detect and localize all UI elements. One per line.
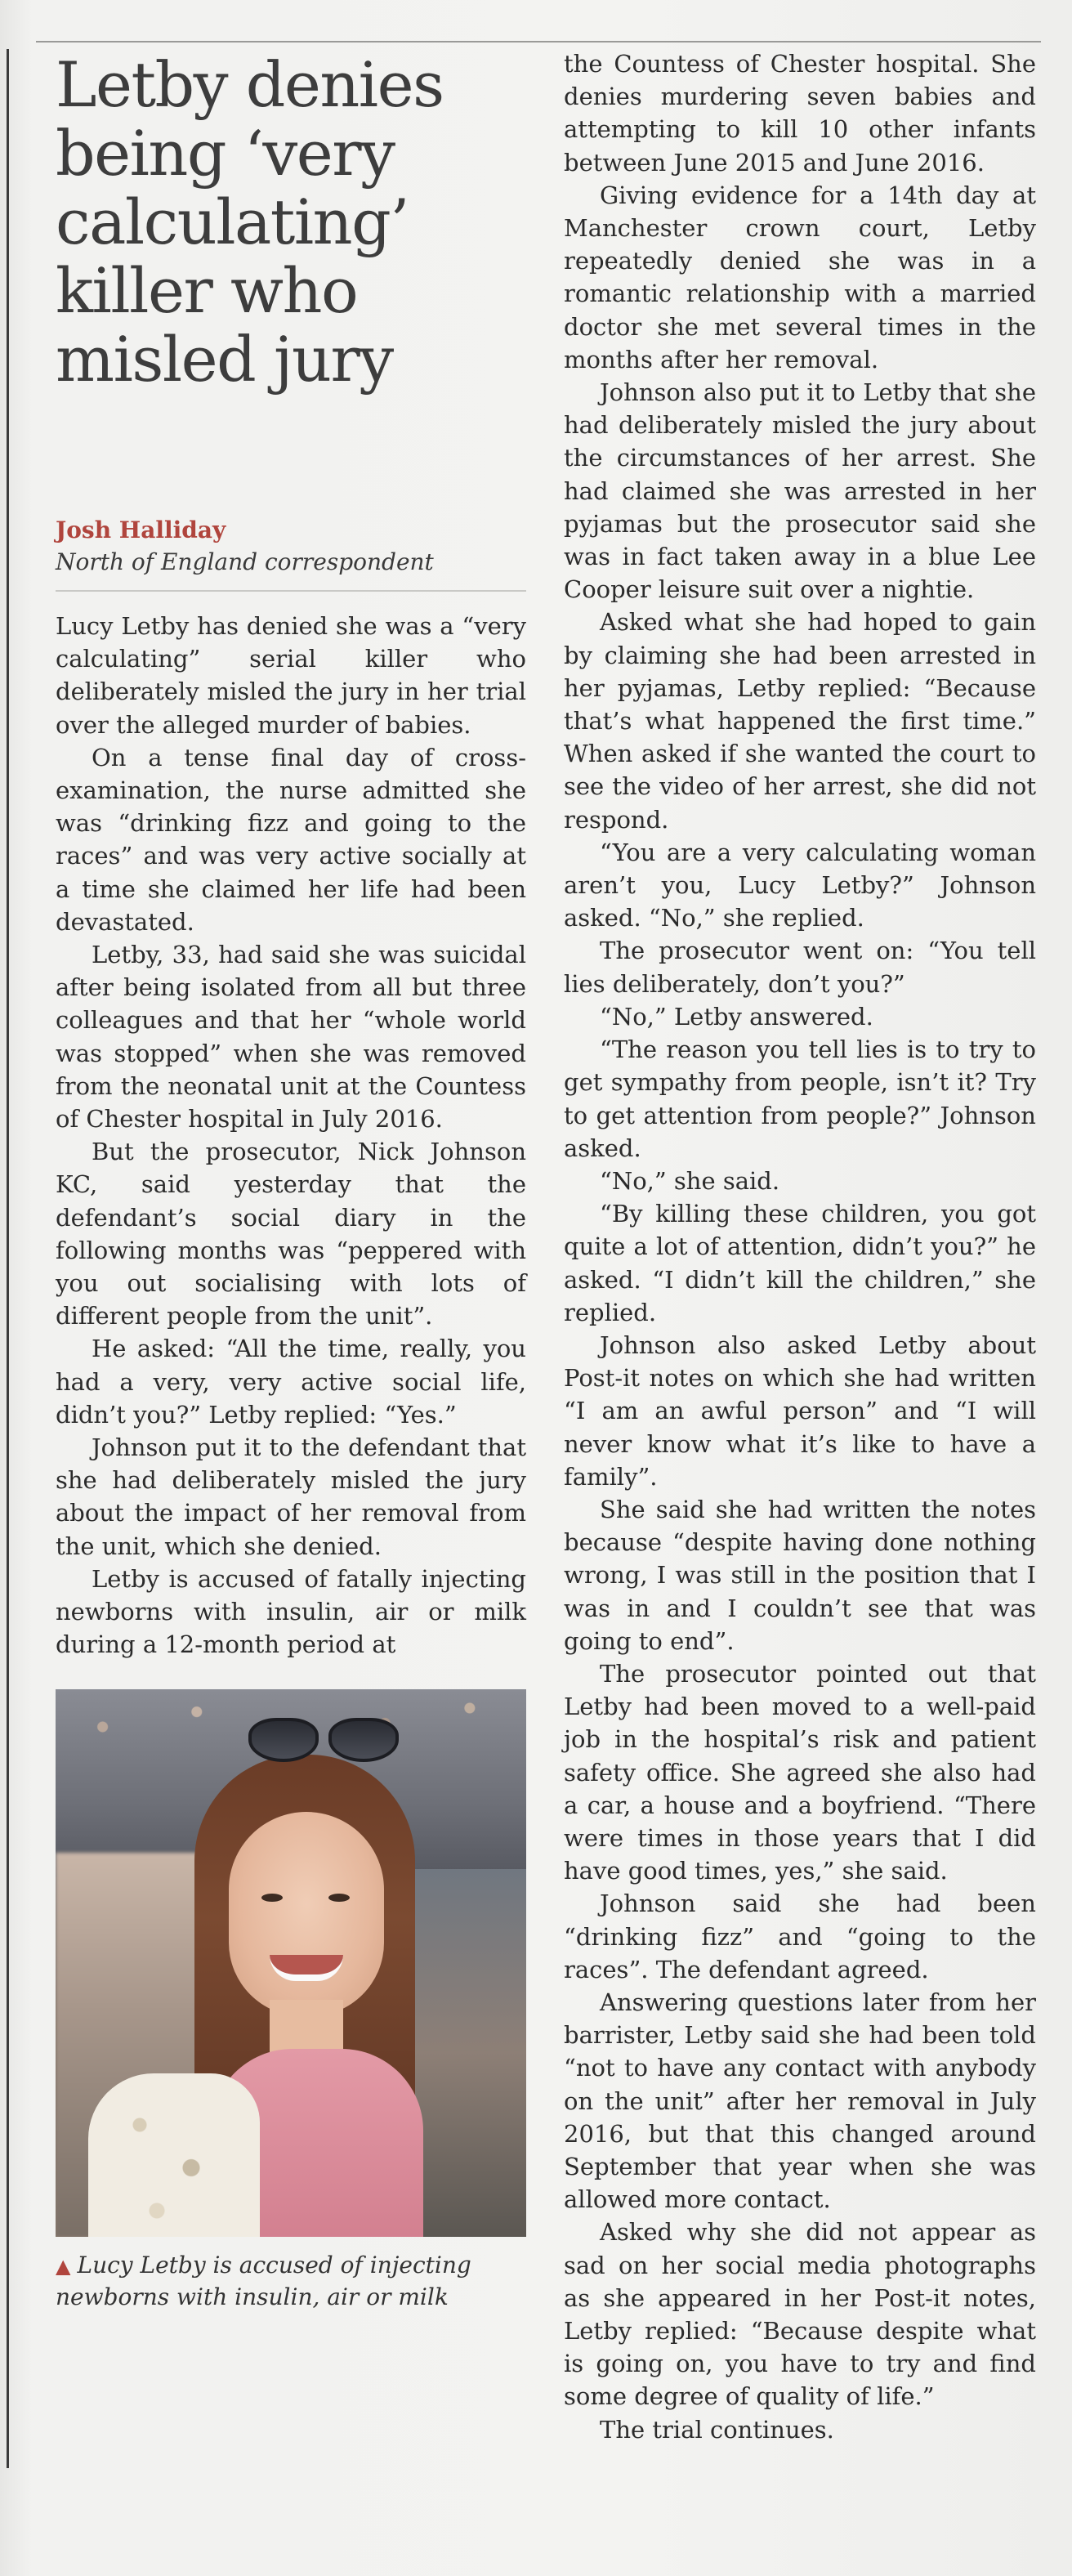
byline-role: North of England correspondent	[56, 548, 434, 575]
paragraph: But the prosecutor, Nick Johnson KC, said yesterday that the defendant’s social diary in the following months was “peppered with you out socialising with lots of different people from the unit”.	[56, 1138, 526, 1330]
paragraph: The prosecutor went on: “You tell lies deliberately, don’t you?”	[564, 937, 1036, 998]
paragraph: “No,” Letby answered.	[600, 1002, 873, 1031]
left-body-text	[56, 610, 526, 1661]
paragraph: Johnson said she had been “drinking fizz” and “going to the races”. The defendant agreed.	[564, 1890, 1036, 1983]
paragraph: Asked what she had hoped to gain by claiming she had been arrested in her pyjamas, Letby replied: “Because that’s what happened the first time.” When asked if she wanted the court to see the video of her arrest, she did not respond.	[564, 608, 1036, 834]
paragraph: The prosecutor pointed out that Letby had been moved to a well-paid job in the hospital’s risk and patient safety office. She agreed she also had a car, a house and a boyfriend. “There were times in those years that I did have good times, yes,” she said.	[564, 1659, 1036, 1885]
photo-sunglasses	[243, 1710, 407, 1767]
paragraph: On a tense final day of cross-examination, the nurse admitted she was “drinking fizz and going to the races” and was very active socially at a time she claimed her life had been devastated.	[56, 743, 526, 936]
photo-eye-right	[328, 1894, 350, 1902]
caption-triangle-icon: ▲	[56, 2254, 71, 2278]
paragraph: “No,” she said.	[600, 1166, 780, 1195]
paragraph: She said she had written the notes because “despite having done nothing wrong, I was still in the position that I was in and I couldn’t see that was going to end”.	[564, 1495, 1036, 1655]
paragraph: Johnson also asked Letby about Post-it notes on which she had written “I am an awful person” and “I will never know what it’s like to have a family”.	[564, 1330, 1036, 1491]
article-photo	[56, 1689, 526, 2237]
headline: Letby denies being ‘very calculating’ killer who misled jury	[56, 48, 444, 396]
caption-text: Lucy Letby is accused of injecting newborns with insulin, air or milk	[56, 2251, 471, 2310]
photo-floral-cardigan	[88, 2073, 260, 2237]
paragraph: The trial continues.	[600, 2415, 834, 2444]
paragraph: Lucy Letby has denied she was a “very calculating” serial killer who deliberately misled the jury in her trial over the alleged murder of babies.	[56, 612, 526, 739]
right-body-text	[564, 47, 1036, 2446]
photo-eye-left	[261, 1894, 283, 1902]
page-edge	[7, 49, 9, 2468]
photo-face	[229, 1812, 384, 2016]
paragraph: “By killing these children, you got quite a lot of attention, didn’t you?” he asked. “I didn’t kill the children,” she replied.	[564, 1200, 1036, 1326]
left-column	[56, 47, 526, 2548]
photo-caption	[56, 2250, 526, 2313]
top-rule	[36, 41, 1041, 42]
paragraph: Letby is accused of fatally injecting newborns with insulin, air or milk during a 12-month period at	[56, 1564, 526, 1659]
paragraph: Letby, 33, had said she was suicidal after being isolated from all but three colleagues and that her “whole world was stopped” when she was removed from the neonatal unit at the Countess of Chester hospital in July 2016.	[56, 941, 526, 1134]
sunglasses-lens-left	[248, 1718, 319, 1762]
paragraph: Answering questions later from her barrister, Letby said she had been told “not to have any contact with anybody on the unit” after her removal in July 2016, but that this changed around September that year when she was allowed more contact.	[564, 1988, 1036, 2214]
paragraph: the Countess of Chester hospital. She denies murdering seven babies and attempting to kill 10 other infants between June 2015 and June 2016.	[564, 50, 1036, 177]
byline-name: Josh Halliday	[56, 517, 226, 543]
byline-divider	[56, 590, 526, 592]
paragraph: Johnson put it to the defendant that she had deliberately misled the jury about the impact of her removal from the unit, which she denied.	[56, 1433, 526, 1560]
paragraph: “The reason you tell lies is to try to get sympathy from people, isn’t it? Try to get attention from people?” Johnson asked.	[564, 1035, 1036, 1162]
photo-blurred-person-right	[412, 1869, 526, 2237]
paragraph: “You are a very calculating woman aren’t you, Lucy Letby?” Johnson asked. “No,” she replied.	[564, 838, 1036, 932]
sunglasses-lens-right	[328, 1718, 399, 1762]
paragraph: Asked why she did not appear as sad on her social media photographs as she appeared in her Post-it notes, Letby replied: “Because despite what is going on, you have to try and find some degree of quality of life.”	[564, 2218, 1036, 2411]
paragraph: Johnson also put it to Letby that she had deliberately misled the jury about the circumstances of her arrest. She had claimed she was arrested in her pyjamas but the prosecutor said she was in fact taken away in a blue Lee Cooper leisure suit over a nightie.	[564, 378, 1036, 604]
right-column	[564, 47, 1036, 2548]
paragraph: Giving evidence for a 14th day at Manchester crown court, Letby repeatedly denied she was in a romantic relationship with a married doctor she met several times in the months after her removal.	[564, 181, 1036, 373]
paragraph: He asked: “All the time, really, you had a very, very active social life, didn’t you?” Letby replied: “Yes.”	[56, 1335, 526, 1429]
